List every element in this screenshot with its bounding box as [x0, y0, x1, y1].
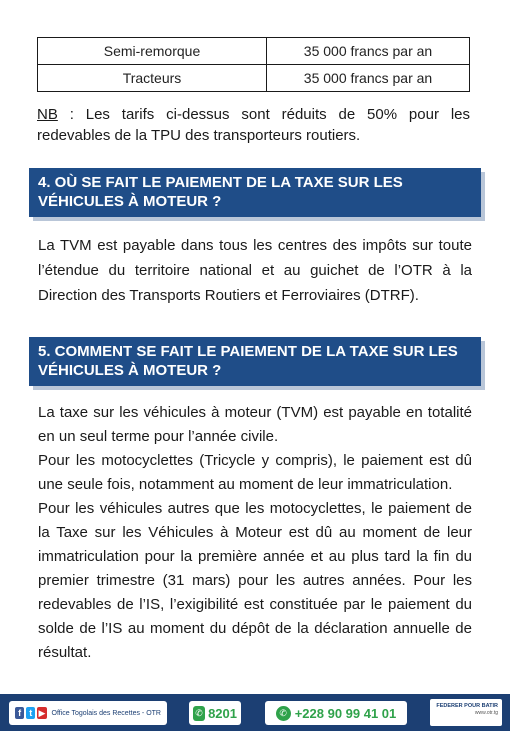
rate-cell: 35 000 francs par an — [267, 65, 470, 92]
section-5-header — [29, 337, 481, 386]
nb-label: NB — [37, 106, 58, 123]
nb-note — [37, 104, 470, 146]
section-4-header — [29, 168, 481, 217]
section-5-paragraph-2: Pour les motocyclettes (Tricycle y compris), le paiement est dû une seule fois, notamment au moment de leur immatriculation. — [38, 452, 472, 493]
facebook-icon[interactable]: f — [15, 707, 24, 719]
section-4-body — [38, 233, 472, 308]
vehicle-cell: Tracteurs — [38, 65, 267, 92]
phone-icon: ✆ — [193, 706, 205, 721]
section-5-body — [38, 401, 472, 665]
short-number: 8201 — [208, 705, 237, 721]
slogan-box — [430, 699, 502, 726]
section-5-paragraph-3: Pour les véhicules autres que les motocyclettes, le paiement de la Taxe sur les Véhicules à Moteur est dû au moment de leur immatriculation pour la première année et au plus tard la fin du premier trimestre (31 mars) pour les autres années. Pour les redevables de l’IS, l’exigibilité est constituée par le paiement du solde de l’IS au moment du dépôt de la déclaration annuelle de résultat. — [38, 500, 472, 661]
table-row — [38, 65, 470, 92]
table-row — [38, 38, 470, 65]
org-name: Office Togolais des Recettes - OTR — [51, 709, 161, 717]
section-5-title-line2: VÉHICULES À MOTEUR ? — [38, 362, 222, 379]
whatsapp-box[interactable] — [265, 701, 407, 725]
whatsapp-icon: ✆ — [276, 706, 291, 721]
section-4-title-line2: VÉHICULES À MOTEUR ? — [38, 193, 222, 210]
twitter-icon[interactable]: t — [26, 707, 35, 719]
footer-bar — [0, 694, 510, 731]
social-box — [9, 701, 167, 725]
vehicle-cell: Semi-remorque — [38, 38, 267, 65]
section-4-paragraph: La TVM est payable dans tous les centres des impôts sur toute l’étendue du territoire national et au guichet de l’OTR à la Direction des Transports Routiers et Ferroviaires (DTRF). — [38, 237, 472, 304]
slogan: FEDERER POUR BATIR — [436, 703, 498, 709]
nb-text: : Les tarifs ci-dessus sont réduits de 50% pour les redevables de la TPU des transporteurs routiers. — [37, 106, 470, 144]
tariff-table — [37, 37, 470, 92]
whatsapp-number: +228 90 99 41 01 — [294, 705, 397, 721]
youtube-icon[interactable]: ▶ — [38, 707, 46, 718]
short-number-box[interactable] — [189, 701, 241, 725]
rate-cell: 35 000 francs par an — [267, 38, 470, 65]
section-5-paragraph-1: La taxe sur les véhicules à moteur (TVM) est payable en totalité en un seul terme pour l’année civile. — [38, 404, 472, 445]
section-4-title-line1: 4. OÙ SE FAIT LE PAIEMENT DE LA TAXE SUR LES — [38, 174, 403, 191]
website-link[interactable]: www.otr.tg — [474, 710, 498, 716]
section-5-title-line1: 5. COMMENT SE FAIT LE PAIEMENT DE LA TAXE SUR LES — [38, 343, 458, 360]
